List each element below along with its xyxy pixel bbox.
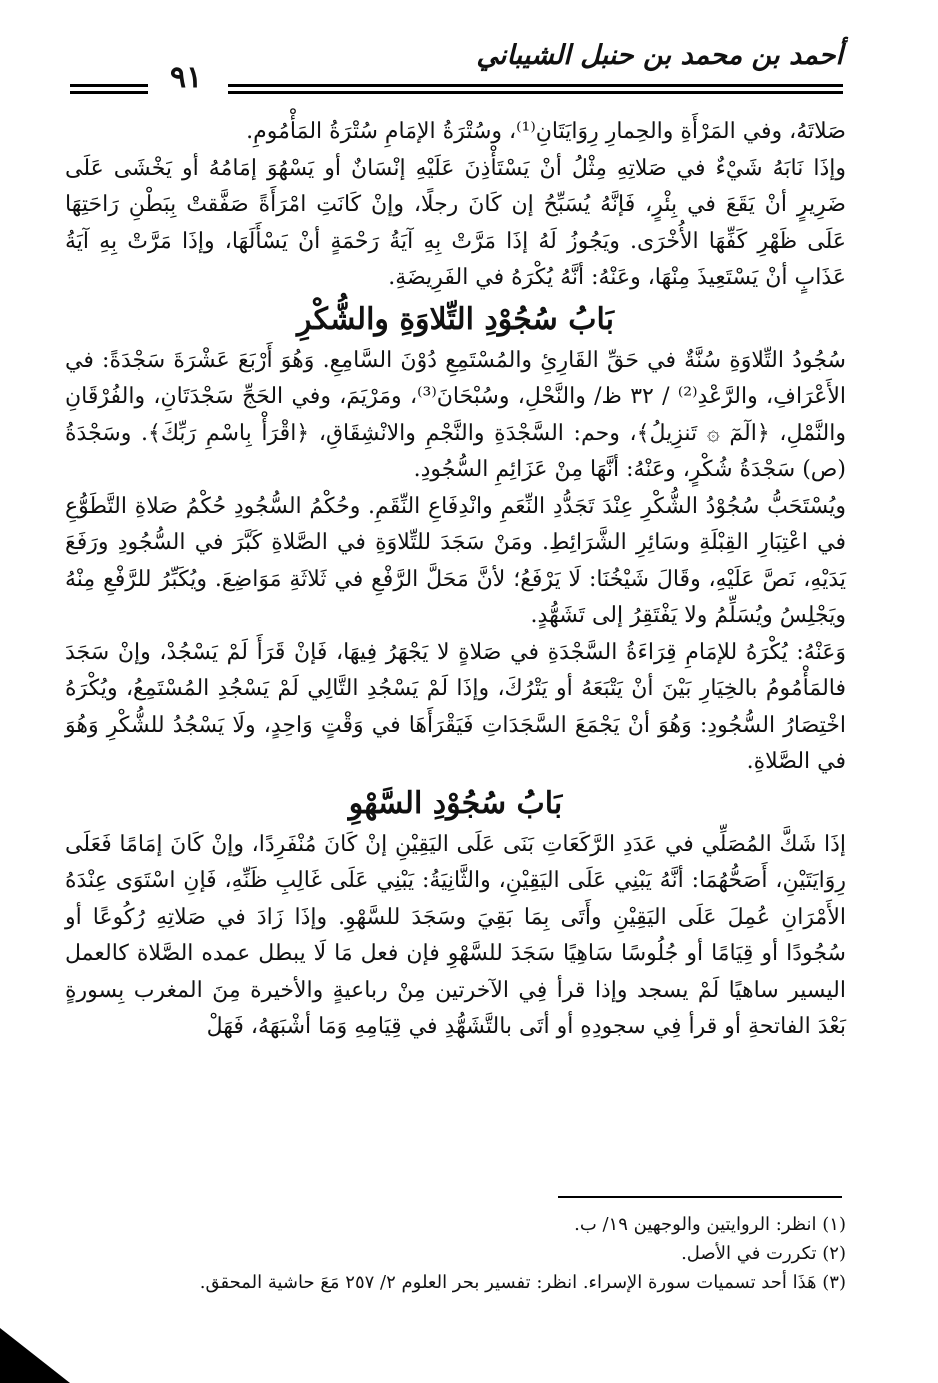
footnote: (٢) تكررت في الأصل. [681, 1243, 846, 1264]
page-number: ٩١ [170, 60, 203, 95]
paragraph: سُجُودُ التِّلاوَةِ سُنَّةٌ في حَقِّ القَارِئِ والمُسْتَمِعِ دُوْنَ السَّامِعِ. وَهُوَ أَرْبَعَ عَشْرَةَ سَجْدَةً: في الأَعْرَافِ، والرَّعْدِ⁽²⁾ / ٣٢ ظ/ والنَّحْلِ، وسُبْحَانَ⁽³⁾، ومَرْيَمَ، وفي الحَجِّ سَجْدَتَانِ، والفُرْقَانِ والنَّمْلِ، ﴿الٓمٓ ۞ تَنزِيلُ﴾، وحم: السَّجْدَةِ والنَّجْمِ والانْشِقَاقِ، ﴿اقْرَأْ بِاسْمِ رَبِّكَ﴾. وسَجْدَةُ (ص) سَجْدَةُ شُكْرٍ، وعَنْهُ: أنَّهَا مِنْ عَزَائِمِ السُّجُودِ. [65, 347, 846, 482]
scan-corner-mark [0, 1328, 70, 1383]
header-rule-left [70, 84, 148, 94]
running-title: أحمد بن محمد بن حنبل الشيباني [476, 40, 843, 71]
header-rule-right [228, 84, 843, 94]
paragraph: وإذَا نَابَهُ شَيْءٌ في صَلاتِهِ مِثْلُ أنْ يَسْتَأْذِنَ عَلَيْهِ إنْسَانٌ أو يَسْهُوَ إمَامُهُ أو يَخْشَى عَلَى ضَرِيرٍ أنْ يَقَعَ في بِئْرٍ، فَإنَّهُ يُسَبِّحُ إن كَانَ رجلًا، وإنْ كَانَتِ امْرَأَةً صَفَّقتْ بِبَطْنِ رَاحَتِهَا عَلَى ظَهْرِ كَفِّهَا الأُخْرَى. ويَجُوزُ لَهُ إذَا مَرَّتْ بِهِ آيَةُ رَحْمَةٍ أنْ يَسْأَلَهَا، وإذَا مَرَّتْ بِهِ آيَةُ عَذَابٍ أنْ يَسْتَعِيذَ مِنْهَا، وعَنْهُ: أنَّهُ يُكْرَهُ في الفَرِيضَةِ. [65, 155, 846, 290]
paragraph: إذَا شَكَّ المُصَلِّي في عَدَدِ الرَّكَعَاتِ بَنَى عَلَى اليَقِيْنِ إنْ كَانَ مُنْفَرِدًا، وإنْ كَانَ إمَامًا فَعَلَى رِوَايَتَيْنِ، أَصَحُّهُمَا: أنَّهُ يَبْنِي عَلَى اليَقِيْنِ، والثَّانِيَةُ: يَبْنِي عَلَى غَالِبِ ظَنِّهِ، فَإنِ اسْتَوَى عِنْدَهُ الأَمْرَانِ عُمِلَ عَلَى اليَقِيْنِ وأَتَى بِمَا بَقِيَ وسَجَدَ للسَّهْوِ. وإذَا زَادَ في صَلاتِهِ رُكُوعًا أو سُجُودًا أو قِيَامًا أو جُلُوسًا سَاهِيًا سَجَدَ للسَّهْوِ فإن فعل مَا لَا يبطل عمده الصَّلاة كالعمل اليسير ساهيًا لَمْ يسجد وإذا قرأ فِي الآخرتين مِنْ رباعيةٍ والأخيرة مِنَ المغرب بِسورةٍ بَعْدَ الفاتحةِ أو قرأ فِي سجودِهِ أو أتَى بالتَّشَهُّدِ في قِيَامِهِ وَمَا أشْبَهَهُ، فَهَلْ [65, 831, 846, 1039]
page-header [60, 38, 843, 98]
paragraph: وَعَنْهُ: يُكْرَهُ للإمَامِ قِرَاءَةُ السَّجْدَةِ في صَلاةٍ لا يَجْهَرُ فِيهَا، فَإنْ قَرَأَ لَمْ يَسْجُدْ، وإنْ سَجَدَ فالمَأْمُومُ بالخِيَارِ بَيْنَ أنْ يَتْبَعَهُ أو يَتْرُكَ، وإذَا لَمْ يَسْجُدِ التَّالِي لَمْ يَسْجُدِ المُسْتَمِعُ، ويُكْرَهُ اخْتِصَارُ السُّجُودِ: وَهُوَ أنْ يَجْمَعَ السَّجَدَاتِ فَيَقْرَأَهَا في وَقْتٍ وَاحِدٍ، ولَا يَسْجُدُ للشُّكْرِ وَهُوَ في الصَّلاةِ. [65, 639, 846, 774]
footnote: (٣) هَذَا أحد تسميات سورة الإسراء. انظر: تفسير بحر العلوم ٢/ ٢٥٧ مَعَ حاشية المحقق. [199, 1272, 846, 1293]
footnotes [100, 1210, 846, 1297]
main-text [65, 114, 846, 1046]
chapter-heading: بَابُ سُجُوْدِ السَّهْوِ [348, 785, 563, 821]
paragraph: ويُسْتَحَبُّ سُجُوْدُ الشُّكْرِ عِنْدَ تَجَدُّدِ النِّعَمِ وانْدِفَاعِ النِّقَمِ. وحُكْمُ السُّجُودِ حُكْمُ صَلاةِ التَّطَوُّعِ في اعْتِبَارِ القِبْلَةِ وسَائِرِ الشَّرَائِطِ. ومَنْ سَجَدَ للتِّلاوَةِ في الصَّلاةِ كَبَّرَ في السُّجُودِ ورَفَعَ يَدَيْهِ، نَصَّ عَلَيْهِ، وقَالَ شَيْخُنَا: لَا يَرْفَعُ؛ لأنَّ مَحَلَّ الرَّفْعِ في ثَلاثَةِ مَوَاضِعَ. ويُكَبِّرُ للرَّفْعِ مِنْهُ ويَجْلِسُ ويُسَلِّمُ ولا يَفْتَقِرُ إلى تَشَهُّدٍ. [65, 493, 846, 628]
footnote-divider [558, 1196, 842, 1198]
footnote: (١) انظر: الروايتين والوجهين ١٩/ ب. [574, 1214, 846, 1235]
chapter-heading: بَابُ سُجُوْدِ التِّلاوَةِ والشُّكْرِ [297, 301, 614, 337]
paragraph: صَلاتَهُ، وفي المَرْأَةِ والحِمارِ رِوَايَتَانِ⁽¹⁾، وسُتْرَةُ الإمَامِ سُتْرَةُ المَأْمُومِ. [246, 119, 846, 144]
